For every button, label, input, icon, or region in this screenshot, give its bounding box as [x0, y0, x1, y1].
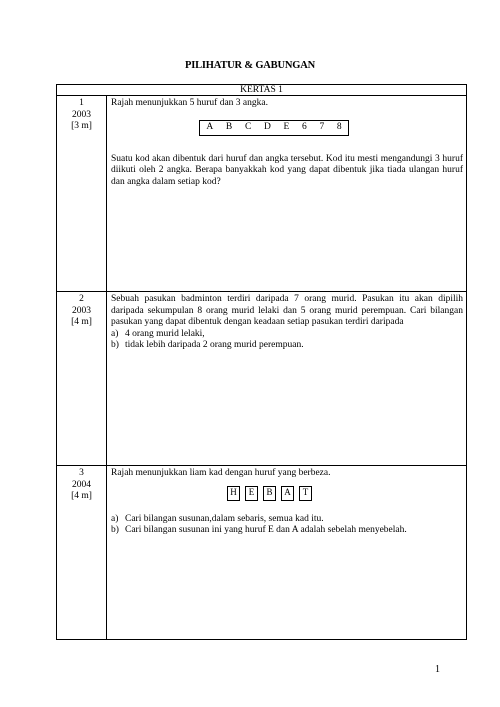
question-table	[56, 84, 467, 640]
question-content	[107, 96, 467, 292]
sub-question-label: b)	[111, 525, 119, 535]
question-content	[107, 466, 467, 640]
letter-cards	[227, 486, 463, 501]
question-row	[57, 96, 467, 292]
question-meta	[57, 466, 107, 640]
paper-header: KERTAS 1	[57, 85, 467, 96]
sub-question-label: b)	[111, 340, 119, 350]
letter-item: 7	[319, 121, 325, 132]
letter-card: B	[263, 486, 276, 501]
question-marks: [4 m]	[71, 317, 92, 327]
question-marks: [4 m]	[71, 491, 92, 501]
question-row	[57, 292, 467, 466]
sub-question	[111, 329, 463, 341]
sub-question-text: tidak lebih daripada 2 orang murid perempuan.	[125, 340, 304, 350]
sub-question-text: 4 orang murid lelaki,	[125, 328, 205, 339]
letter-box	[199, 120, 349, 136]
question-number: 1	[79, 98, 84, 108]
question-year: 2003	[72, 305, 91, 316]
question-row	[57, 466, 467, 640]
sub-question-text: Cari bilangan susunan ini yang huruf E dan A adalah sebelah menyebelah.	[125, 525, 407, 535]
letter-card: T	[299, 486, 312, 501]
letter-item: A	[206, 121, 214, 132]
question-text: Sebuah pasukan badminton terdiri daripada 7 orang murid. Pasukan itu akan dipilih daripada sekumpulan 8 orang murid lelaki dan 5 orang murid perempuan. Cari bilangan pasukan yang dapat dibentuk dengan keadaan setiap pasukan terdiri daripada	[111, 294, 463, 327]
question-intro: Rajah menunjukkan 5 huruf dan 3 angka.	[111, 98, 268, 108]
question-content	[107, 292, 467, 466]
sub-question-label: a)	[111, 328, 119, 339]
sub-question	[111, 525, 463, 537]
question-meta	[57, 292, 107, 466]
sub-question	[111, 340, 463, 352]
question-year: 2003	[72, 109, 91, 120]
letter-item: E	[283, 121, 290, 132]
sub-question-text: Cari bilangan susunan,dalam sebaris, semua kad itu.	[125, 513, 324, 524]
sub-question	[111, 514, 463, 526]
sub-question-label: a)	[111, 513, 119, 524]
letter-item: 6	[302, 121, 307, 132]
question-marks: [3 m]	[71, 121, 92, 131]
question-text: Suatu kod akan dibentuk dari huruf dan angka tersebut. Kod itu mesti mengandungi 3 huruf diikuti oleh 2 angka. Berapa banyakkah kod yang dapat dibentuk jika tiada ulangan huruf dan angka dalam setiap kod?	[111, 153, 463, 187]
question-number: 3	[79, 468, 84, 478]
page-title: PILIHATUR & GABUNGAN	[185, 60, 315, 71]
letter-card: A	[281, 486, 294, 501]
letter-card: E	[245, 486, 258, 501]
question-intro: Rajah menunjukkan liam kad dengan huruf yang berbeza.	[111, 468, 331, 478]
question-meta	[57, 96, 107, 292]
letter-item: D	[263, 121, 271, 132]
letter-item: C	[244, 121, 252, 132]
letter-item: B	[225, 121, 233, 132]
question-year: 2004	[72, 479, 91, 490]
letter-card: H	[227, 486, 240, 501]
page-number: 1	[435, 664, 440, 675]
question-number: 2	[79, 294, 84, 304]
letter-item: 8	[336, 121, 342, 132]
